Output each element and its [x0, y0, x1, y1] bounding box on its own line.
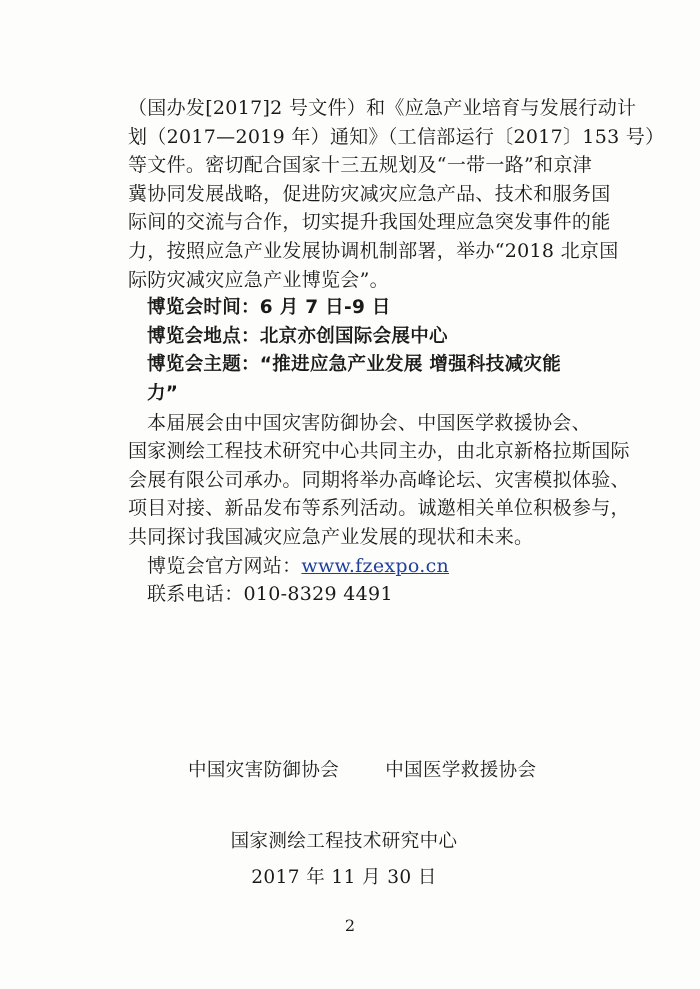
organizer-name: 国家测绘工程技术研究中心 — [230, 831, 458, 852]
page-number: 2 — [344, 916, 356, 935]
text-line: 力，按照应急产业发展协调机制部署，举办“2018 北京国 — [128, 239, 619, 262]
text-line: 等文件。密切配合国家十三五规划及“一带一路”和京津 — [128, 154, 592, 177]
text-line: 际间的交流与合作，切实提升我国处理应急突发事件的能 — [128, 211, 611, 234]
text-line: 划（2017—2019 年）通知》（工信部运行〔2017〕153 号） — [128, 125, 665, 148]
organizer-name: 中国医学救援协会 — [385, 760, 537, 781]
signature-date: 2017 年 11 月 30 日 — [251, 867, 437, 888]
text-line: 本届展会由中国灾害防御协会、中国医学救援协会、 — [147, 411, 591, 434]
expo-theme: 博览会主题：“推进应急产业发展 增强科技减灾能力” — [147, 354, 562, 404]
text-line: 国家测绘工程技术研究中心共同主办，由北京新格拉斯国际 — [128, 440, 630, 463]
expo-time: 博览会时间：6 月 7 日-9 日 — [147, 297, 391, 319]
text-line: 会展有限公司承办。同期将举办高峰论坛、灾害模拟体验、 — [128, 468, 630, 491]
organizer-name: 中国灾害防御协会 — [188, 760, 340, 781]
text-line: 共同探讨我国减灾应急产业发展的现状和未来。 — [128, 525, 534, 548]
text-line: （国办发[2017]2 号文件）和《应急产业培育与发展行动计 — [128, 97, 637, 119]
expo-location: 博览会地点：北京亦创国际会展中心 — [147, 325, 448, 347]
text-line: 项目对接、新品发布等系列活动。诚邀相关单位积极参与， — [128, 497, 630, 520]
paragraph-organizers — [128, 409, 630, 552]
website-label: 博览会官方网站： — [147, 554, 302, 577]
paragraph-intro — [128, 94, 665, 294]
phone-line: 联系电话：010-8329 4491 — [147, 583, 393, 606]
document-body — [128, 94, 665, 609]
text-line: 冀协同发展战略，促进防灾减灾应急产品、技术和服务国 — [128, 182, 611, 205]
website-line — [128, 552, 578, 581]
organizer-signatures — [188, 756, 536, 782]
text-line: 际防灾减灾应急产业博览会”。 — [128, 268, 389, 291]
website-link[interactable]: www.fzexpo.cn — [301, 554, 450, 577]
